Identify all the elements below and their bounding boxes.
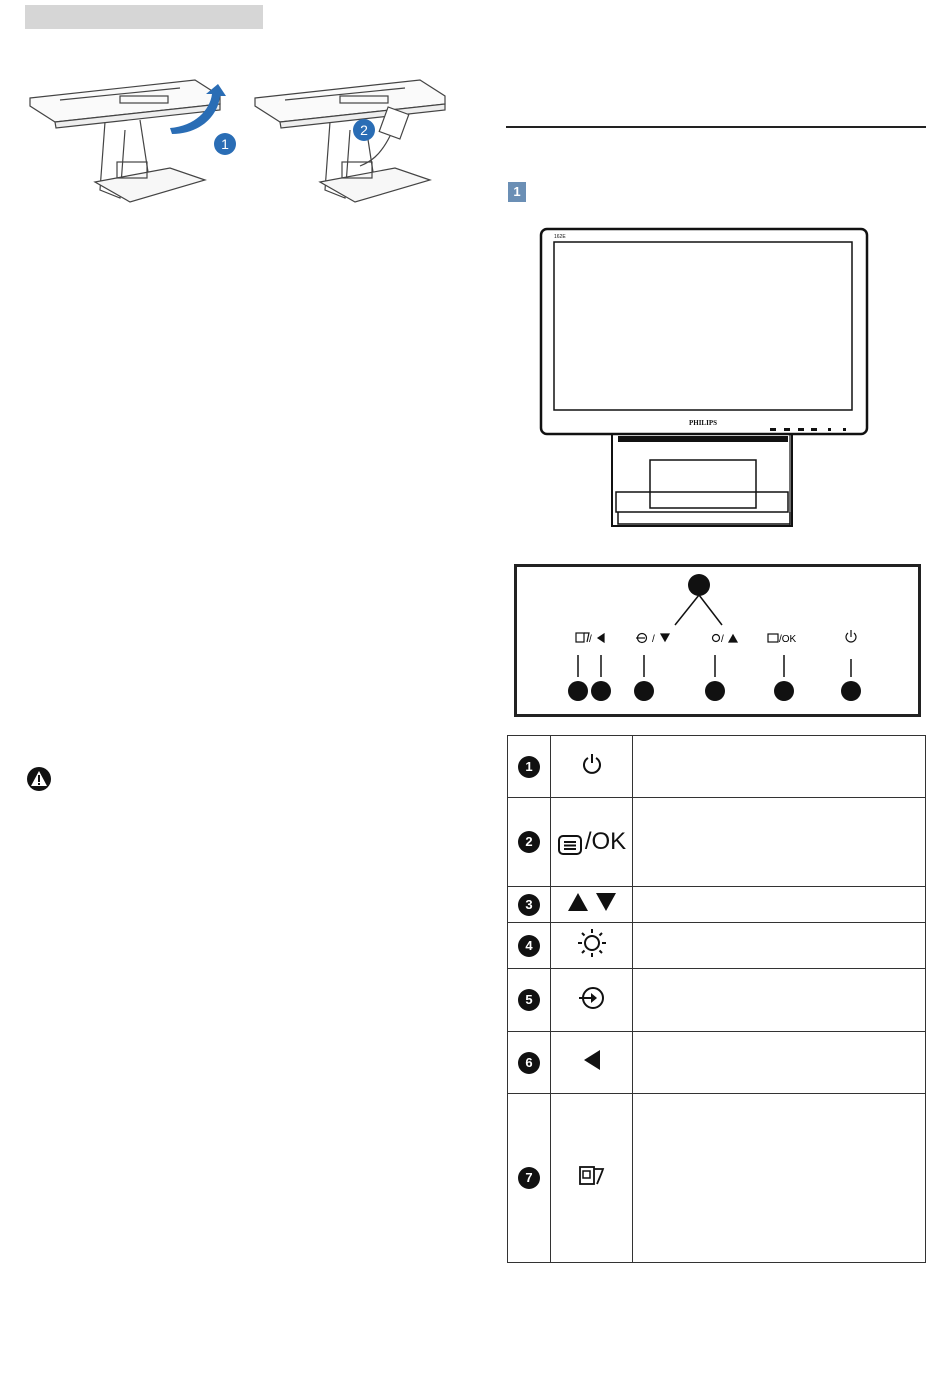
power-icon (580, 752, 604, 776)
callout-circle-4 (705, 681, 725, 701)
monitor-step-1-drawing (30, 80, 220, 202)
up-down-arrows-icon (566, 891, 618, 913)
row-number: 6 (518, 1052, 540, 1074)
table-row (508, 798, 926, 887)
step-1-label: 1 (221, 136, 229, 152)
table-row (508, 1094, 926, 1263)
row-number: 1 (518, 756, 540, 778)
panel-ok-label: /OK (779, 634, 797, 645)
row-description (633, 1032, 926, 1094)
monitor-brand-label: PHILIPS (688, 419, 718, 427)
panel-slash-1: / (589, 634, 592, 645)
row-description (633, 887, 926, 923)
row-number: 2 (518, 831, 540, 853)
row-description (633, 923, 926, 969)
row-number: 3 (518, 894, 540, 916)
panel-slash-2: / (652, 634, 655, 645)
callout-circle-1 (841, 681, 861, 701)
callout-circle-3 (688, 574, 710, 596)
row-description (633, 969, 926, 1032)
table-row (508, 887, 926, 923)
row-description (633, 1094, 926, 1263)
row-description (633, 798, 926, 887)
row-number: 5 (518, 989, 540, 1011)
section-divider (506, 126, 926, 128)
callout-circle-6 (591, 681, 611, 701)
monitor-model-label: 162E (554, 234, 566, 240)
ok-label: /OK (584, 828, 627, 855)
brightness-icon (576, 927, 608, 959)
table-row (508, 923, 926, 969)
cable-removal-illustration (20, 70, 480, 220)
step-2-label: 2 (360, 122, 368, 138)
row-number: 7 (518, 1167, 540, 1189)
monitor-step-2-drawing (255, 80, 445, 202)
callout-circle-5 (634, 681, 654, 701)
warning-icon (25, 766, 53, 792)
control-panel-diagram (514, 564, 921, 717)
smartimage-icon (577, 1165, 607, 1187)
row-number: 4 (518, 935, 540, 957)
table-row (508, 969, 926, 1032)
left-arrow-icon (582, 1049, 602, 1071)
control-keys-table (507, 735, 926, 1263)
menu-icon (557, 834, 585, 856)
section-header-bar (25, 5, 263, 29)
step-badge: 1 (508, 182, 526, 202)
input-icon (577, 983, 607, 1013)
panel-slash-3: / (721, 634, 724, 645)
callout-circle-7 (568, 681, 588, 701)
monitor-front-illustration (538, 226, 872, 532)
callout-circle-2 (774, 681, 794, 701)
table-row (508, 736, 926, 798)
row-description (633, 736, 926, 798)
table-row (508, 1032, 926, 1094)
